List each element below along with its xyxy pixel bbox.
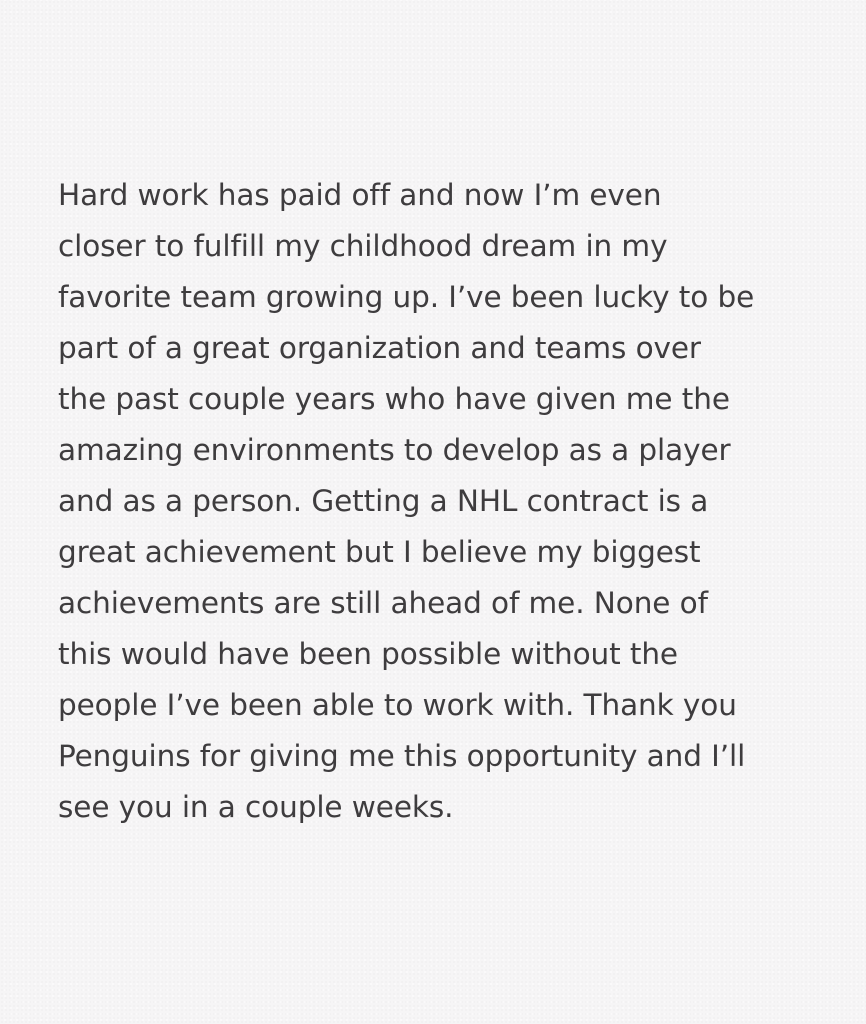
note-line: and as a person. Getting a NHL contract is a [58,484,709,518]
note-line: part of a great organization and teams over [58,331,701,365]
note-line: Hard work has paid off and now I’m even [58,178,662,212]
note-line: the past couple years who have given me the [58,382,730,416]
note-line: favorite team growing up. I’ve been lucky to be [58,280,755,314]
note-line: people I’ve been able to work with. Thank you [58,688,737,722]
note-line: great achievement but I believe my biggest [58,535,701,569]
note-line: closer to fulfill my childhood dream in my [58,229,668,263]
note-line: amazing environments to develop as a player [58,433,731,467]
note-line: see you in a couple weeks. [58,790,454,824]
note-line: this would have been possible without the [58,637,678,671]
note-body [58,170,848,833]
note-line: Penguins for giving me this opportunity and I’ll [58,739,746,773]
note-line: achievements are still ahead of me. None of [58,586,708,620]
